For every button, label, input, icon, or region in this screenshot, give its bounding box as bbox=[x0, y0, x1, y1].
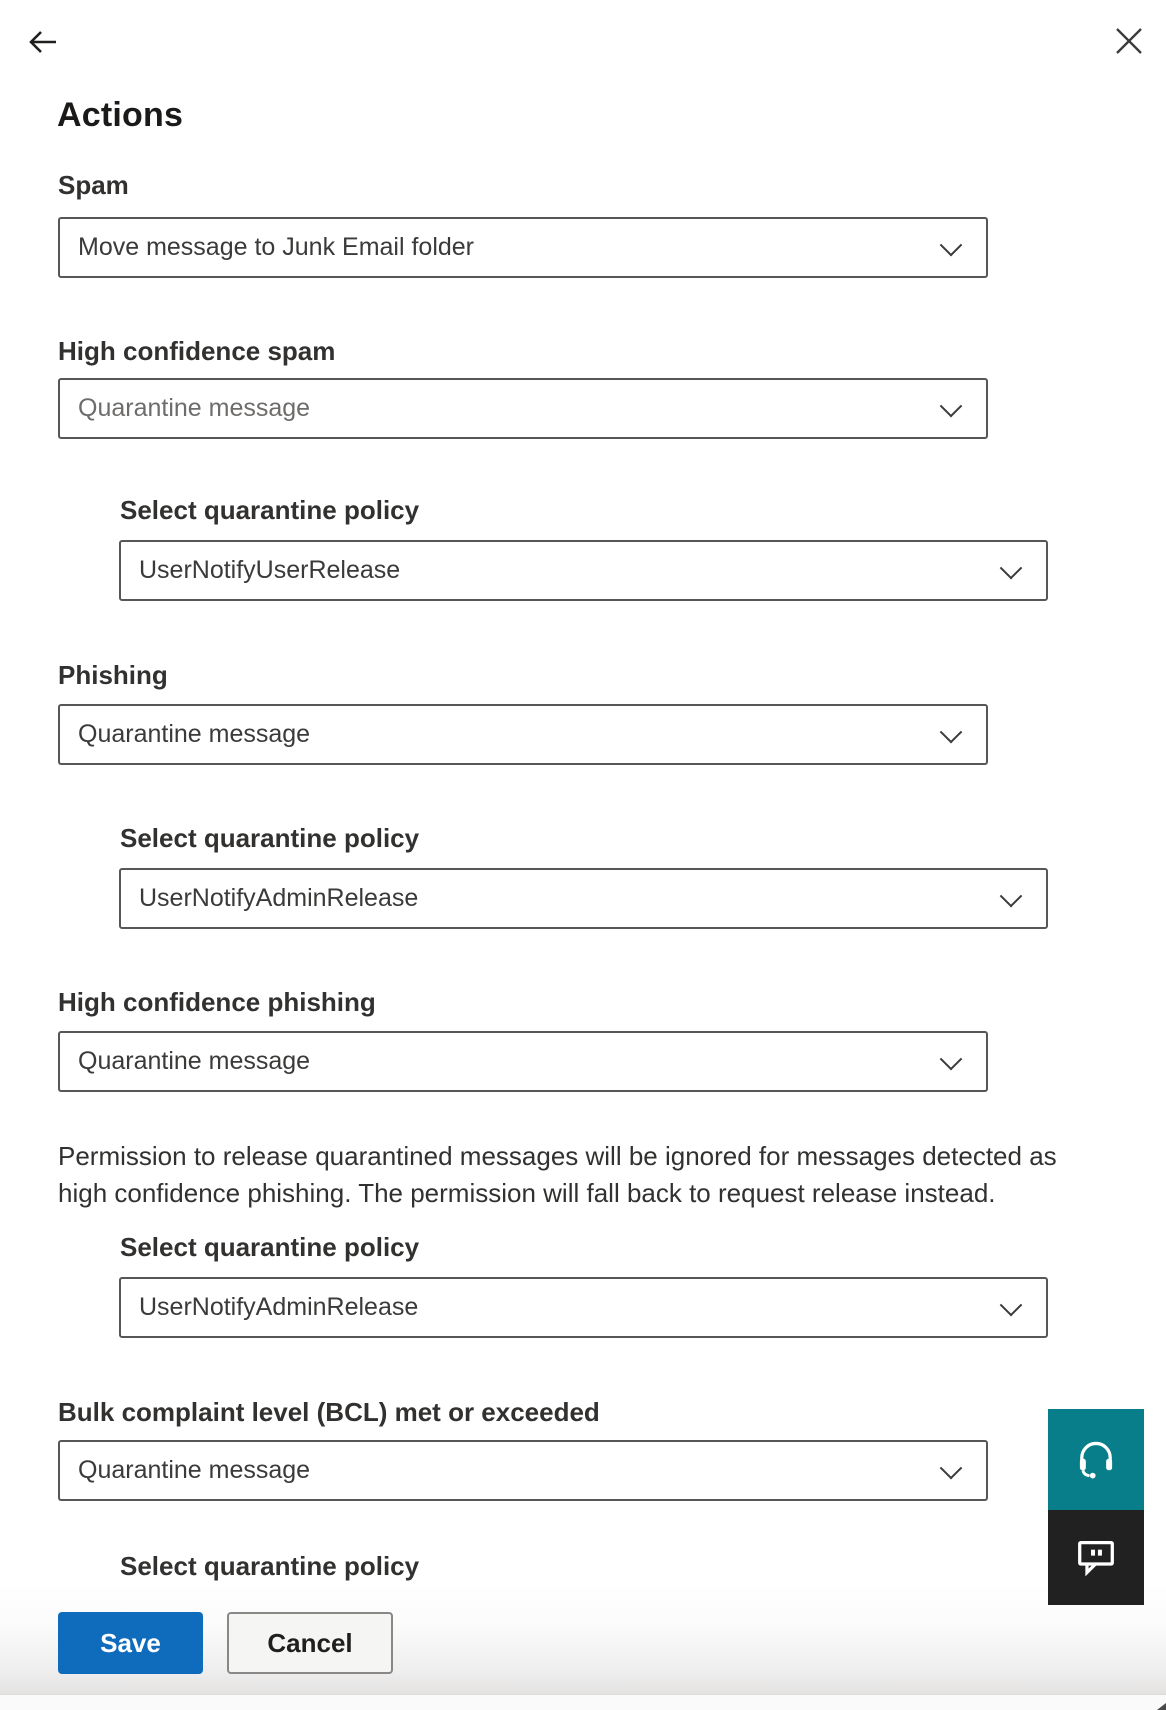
quarantine-policy-label-2: Select quarantine policy bbox=[120, 823, 420, 853]
spam-dropdown[interactable] bbox=[58, 217, 988, 278]
high-confidence-phishing-dropdown[interactable] bbox=[58, 1031, 988, 1092]
high-confidence-spam-dropdown[interactable] bbox=[58, 378, 988, 439]
high-confidence-spam-label: High confidence spam bbox=[58, 336, 336, 366]
quarantine-policy-label-3: Select quarantine policy bbox=[120, 1232, 420, 1262]
phishing-dropdown[interactable] bbox=[58, 704, 988, 765]
high-confidence-phishing-label: High confidence phishing bbox=[58, 987, 376, 1017]
phishing-label: Phishing bbox=[58, 660, 168, 690]
footer-bar bbox=[0, 1582, 1166, 1710]
chevron-down-icon bbox=[940, 1047, 963, 1070]
headset-icon bbox=[1073, 1435, 1119, 1484]
quarantine-policy-dropdown-2[interactable] bbox=[119, 868, 1048, 929]
chevron-down-icon bbox=[1000, 556, 1023, 579]
note-line-2: high confidence phishing. The permission will fall back to request release instead. bbox=[58, 1178, 996, 1208]
bcl-dropdown[interactable] bbox=[58, 1440, 988, 1501]
feedback-button[interactable] bbox=[1048, 1510, 1144, 1605]
high-confidence-phishing-dropdown-value: Quarantine message bbox=[78, 1047, 311, 1075]
high-confidence-phishing-note bbox=[58, 1138, 1057, 1212]
chevron-down-icon bbox=[1000, 1293, 1023, 1316]
phishing-dropdown-value: Quarantine message bbox=[78, 720, 311, 748]
quarantine-policy-dropdown-3[interactable] bbox=[119, 1277, 1048, 1338]
chevron-down-icon bbox=[940, 233, 963, 256]
page-title: Actions bbox=[57, 96, 184, 134]
chevron-down-icon bbox=[1000, 884, 1023, 907]
save-button[interactable]: Save bbox=[58, 1612, 203, 1674]
quarantine-policy-label-1: Select quarantine policy bbox=[120, 495, 420, 525]
chevron-down-icon bbox=[940, 1456, 963, 1479]
bcl-label: Bulk complaint level (BCL) met or exceeded bbox=[58, 1397, 600, 1427]
high-confidence-spam-dropdown-value: Quarantine message bbox=[78, 394, 311, 422]
chevron-down-icon bbox=[940, 720, 963, 743]
quarantine-policy-dropdown-1[interactable] bbox=[119, 540, 1048, 601]
quarantine-policy-dropdown-1-value: UserNotifyUserRelease bbox=[139, 556, 401, 584]
bottom-strip bbox=[0, 1694, 1166, 1710]
quarantine-policy-label-4-clipped: Select quarantine policy bbox=[120, 1551, 420, 1581]
spam-label: Spam bbox=[58, 170, 129, 200]
chat-bubble-icon bbox=[1073, 1533, 1119, 1582]
help-support-button[interactable] bbox=[1048, 1409, 1144, 1510]
chevron-down-icon bbox=[940, 394, 963, 417]
spam-dropdown-value: Move message to Junk Email folder bbox=[78, 233, 475, 261]
quarantine-policy-dropdown-2-value: UserNotifyAdminRelease bbox=[139, 884, 419, 912]
bcl-dropdown-value: Quarantine message bbox=[78, 1456, 311, 1484]
note-line-1: Permission to release quarantined messages will be ignored for messages detected as bbox=[58, 1141, 1057, 1171]
quarantine-policy-dropdown-3-value: UserNotifyAdminRelease bbox=[139, 1293, 419, 1321]
cancel-button[interactable]: Cancel bbox=[227, 1612, 393, 1674]
